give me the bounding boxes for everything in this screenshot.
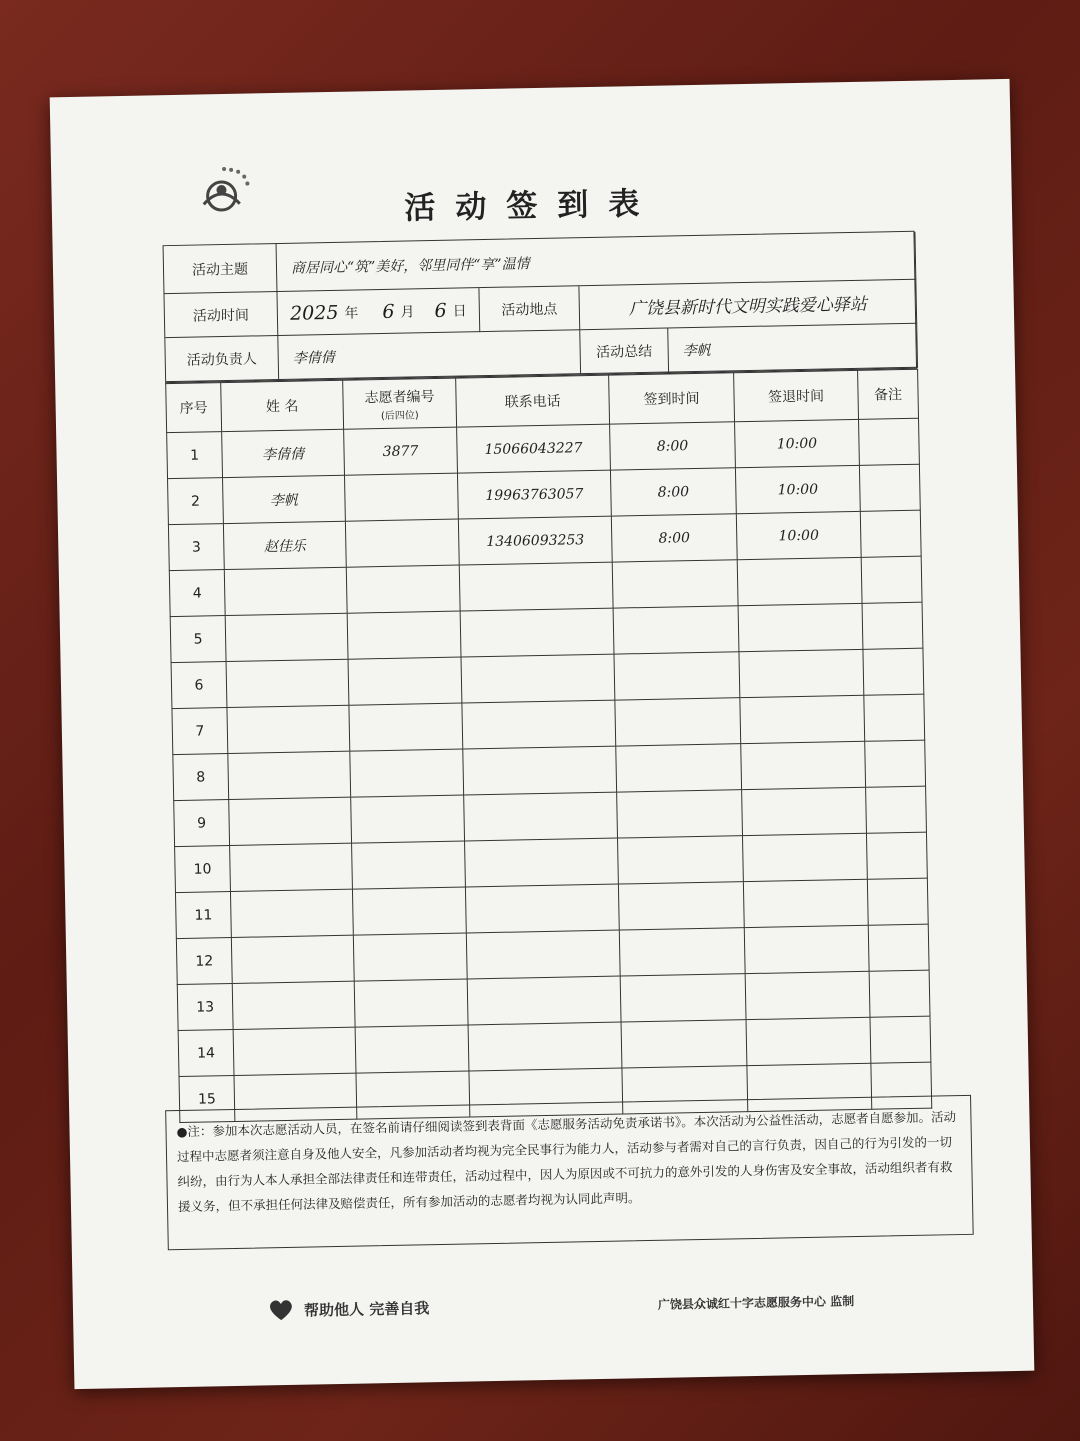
cell-remark [860,510,921,557]
cell-volunteer-id [353,933,467,981]
cell-remark [859,464,920,511]
header-sign-out: 签退时间 [734,370,859,421]
cell-phone [466,930,620,979]
cell-remark [866,832,927,879]
heart-hands-icon [268,1298,294,1322]
cell-phone [465,838,619,887]
cell-sign-out [741,741,866,789]
cell-phone [467,976,621,1025]
cell-phone [462,700,616,749]
cell-remark [867,878,928,925]
cell-sign-out [737,557,862,605]
cell-phone [464,792,618,841]
theme-value: 商居同心“筑”美好，邻里同伴“享”温情 [277,232,917,292]
sign-in-table [165,369,932,1123]
cell-remark [859,418,920,465]
sign-in-sheet [50,79,1035,1389]
date-day: 6 [434,299,447,322]
cell-name [225,613,348,661]
cell-no: 15 [179,1075,235,1122]
cell-sign-in: 8:00 [611,514,737,562]
cell-sign-out [739,649,864,697]
cell-volunteer-id [345,519,459,567]
cell-phone [461,654,615,703]
cell-no: 13 [177,983,233,1030]
header-sign-in: 签到时间 [609,373,735,424]
theme-label: 活动主题 [164,244,278,294]
cell-phone: 13406093253 [458,516,612,565]
footer-organizer: 广饶县众诚红十字志愿服务中心 监制 [657,1294,855,1312]
header-phone: 联系电话 [456,375,610,427]
cell-phone [460,608,614,657]
cell-remark [866,786,927,833]
cell-no: 12 [176,938,232,985]
cell-sign-in [618,836,744,884]
cell-sign-in: 8:00 [610,468,736,516]
cell-sign-out [740,695,865,743]
cell-sign-in: 8:00 [610,422,736,470]
date-month: 6 [382,300,395,323]
header-name: 姓 名 [221,380,344,431]
time-label: 活动时间 [164,292,278,338]
date-year-unit: 年 [344,304,359,322]
cell-no: 5 [170,616,226,663]
header-remark: 备注 [858,369,919,419]
activity-info-grid [163,231,918,383]
cell-volunteer-id: 3877 [344,427,458,475]
cell-sign-out: 10:00 [735,465,860,513]
cell-sign-out [742,833,867,881]
cell-no: 3 [168,524,224,571]
activity-date [277,288,480,336]
header-volunteer-id-sub: (后四位) [380,409,419,422]
header-volunteer-id-main: 志愿者编号 [364,388,435,406]
cell-remark [865,740,926,787]
cell-name [233,1027,356,1075]
cell-phone [463,746,617,795]
cell-sign-out [738,603,863,651]
cell-volunteer-id [352,841,466,889]
cell-name [230,889,353,937]
cell-volunteer-id [344,473,458,521]
header-no: 序号 [166,383,222,433]
date-month-unit: 月 [400,303,415,321]
cell-name [230,843,353,891]
cell-sign-in [619,928,745,976]
cell-phone: 19963763057 [457,470,611,519]
cell-no: 14 [178,1029,234,1076]
cell-remark [861,556,922,603]
cell-name [232,981,355,1029]
cell-name [229,797,352,845]
leader-label: 活动负责人 [165,336,279,382]
cell-name: 李倩倩 [222,429,345,477]
cell-no: 6 [171,662,227,709]
cell-remark [868,924,929,971]
cell-no: 9 [174,800,230,847]
cell-name [231,935,354,983]
cell-sign-in [614,652,740,700]
cell-volunteer-id [351,795,465,843]
disclaimer-notice: ●注：参加本次志愿活动人员，在签名前请仔细阅读签到表背面《志愿服务活动免责承诺书》。本次活动为公益性活动，志愿者自愿参加。活动过程中志愿者须注意自身及他人安全，凡参加活动者均视为完全民事行为能力人，活动参与者需对自己的言行负责，因自己的行为引发的一切纠纷，由行为人本人承担全部法律责任和连带责任，活动过程中，因人为原因或不可抗力的意外引发的人身伤害及安全事故，活动组织者有救援义务，但不承担任何法律及赔偿责任，所有参加活动的志愿者均视为认同此声明。 [165,1095,974,1250]
cell-name: 李帆 [223,475,346,523]
cell-sign-in [615,698,741,746]
cell-volunteer-id [347,611,461,659]
footer-slogan-block [268,1295,430,1322]
cell-remark [869,970,930,1017]
cell-no: 1 [167,432,223,479]
cell-name [224,567,347,615]
summary-label: 活动总结 [580,329,669,375]
cell-volunteer-id [348,657,462,705]
cell-volunteer-id [350,749,464,797]
cell-no: 10 [175,846,231,893]
cell-sign-out [746,1017,871,1065]
cell-no: 2 [168,478,224,525]
cell-remark [862,602,923,649]
cell-volunteer-id [355,1025,469,1073]
summary-value: 李帆 [668,324,918,373]
cell-sign-out: 10:00 [736,511,861,559]
page-title: 活动签到表 [404,185,660,227]
cell-volunteer-id [346,565,460,613]
cell-name [227,705,350,753]
cell-name [228,751,351,799]
cell-no: 7 [172,708,228,755]
footer-slogan: 帮助他人 完善自我 [303,1298,430,1320]
cell-sign-out: 10:00 [735,419,860,467]
date-day-unit: 日 [452,302,467,320]
cell-name [226,659,349,707]
date-year: 2025 [289,301,339,325]
cell-sign-out [745,971,870,1019]
cell-remark [864,694,925,741]
cell-remark [863,648,924,695]
cell-volunteer-id [349,703,463,751]
cell-name: 赵佳乐 [223,521,346,569]
cell-no: 8 [173,754,229,801]
header-volunteer-id [343,378,457,429]
cell-no: 11 [175,892,231,939]
cell-remark [870,1016,931,1063]
cell-sign-in [616,744,742,792]
cell-sign-in [621,1020,747,1068]
cell-sign-out [744,925,869,973]
cell-phone: 15066043227 [457,424,611,473]
cell-sign-in [617,790,743,838]
cell-phone [459,562,613,611]
cell-sign-out [742,787,867,835]
leader-value: 李倩倩 [278,330,581,380]
cell-sign-in [618,882,744,930]
cell-volunteer-id [352,887,466,935]
location-value: 广饶县新时代文明实践爱心驿站 [579,280,917,330]
cell-sign-in [612,560,738,608]
cell-volunteer-id [354,979,468,1027]
cell-sign-out [743,879,868,927]
cell-no: 4 [169,570,225,617]
cell-sign-in [620,974,746,1022]
cell-phone [468,1022,622,1071]
location-label: 活动地点 [479,286,580,332]
cell-sign-in [613,606,739,654]
cell-phone [465,884,619,933]
